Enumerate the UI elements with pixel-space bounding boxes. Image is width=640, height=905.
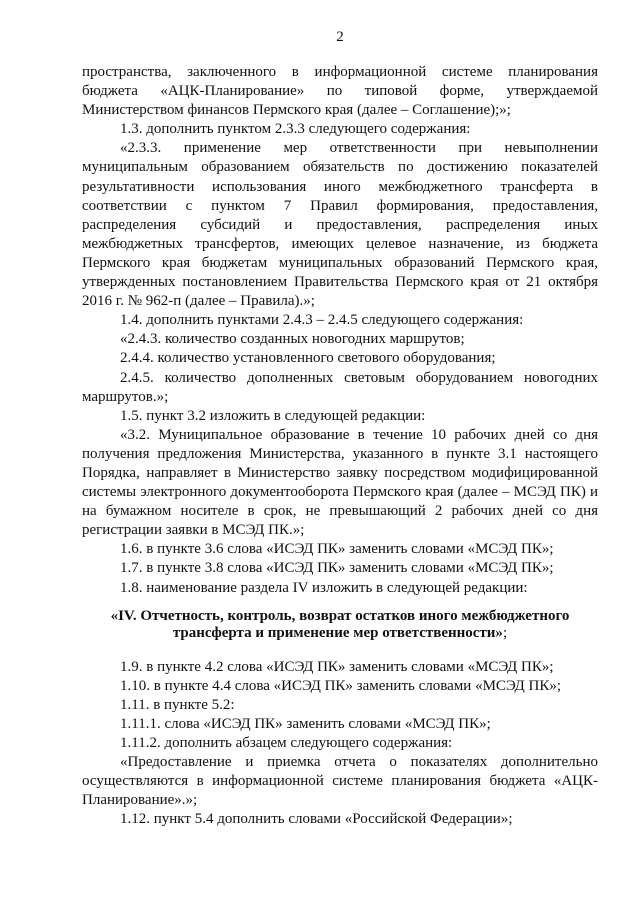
paragraph-clause-2-4-5: 2.4.5. количество дополненных световым оборудованием новогодних маршрутов.»; (82, 369, 598, 405)
paragraph-clause-2-4-4: 2.4.4. количество установленного светового оборудования; (120, 350, 496, 367)
paragraph-item-1-9: 1.9. в пункте 4.2 слова «ИСЭД ПК» заменить словами «МСЭД ПК»; (120, 658, 554, 675)
section-heading-tail: ; (502, 624, 508, 641)
paragraph-continuation: пространства, заключенного в информационной системе планирования бюджета «АЦК-Планирование» по типовой форме, утверждаемой Министерством финансов Пермского края (далее – Соглашение);»; (82, 64, 598, 119)
paragraph-item-1-11-1: 1.11.1. слова «ИСЭД ПК» заменить словами «МСЭД ПК»; (120, 715, 491, 732)
paragraph-report-quote: «Предоставление и приемка отчета о показателях дополнительно осуществляются в информационной системе планирования бюджета «АЦК-Планирование».»; (82, 754, 598, 809)
paragraph-item-1-3: 1.3. дополнить пунктом 2.3.3 следующего содержания: (120, 121, 471, 138)
paragraph-clause-2-4-3: «2.4.3. количество созданных новогодних маршрутов; (120, 331, 465, 348)
paragraph-item-1-6: 1.6. в пункте 3.6 слова «ИСЭД ПК» заменить словами «МСЭД ПК»; (120, 541, 554, 558)
section-heading-bold: «IV. Отчетность, контроль, возврат остатков иного межбюджетного трансферта и применение мер ответственности» (110, 607, 570, 641)
page-number: 2 (336, 29, 344, 45)
paragraph-item-1-7: 1.7. в пункте 3.8 слова «ИСЭД ПК» заменить словами «МСЭД ПК»; (120, 560, 554, 577)
paragraph-item-1-4: 1.4. дополнить пунктами 2.4.3 – 2.4.5 следующего содержания: (120, 312, 524, 329)
paragraph-item-1-5: 1.5. пункт 3.2 изложить в следующей редакции: (120, 407, 426, 424)
document-page (82, 28, 598, 829)
paragraph-item-1-11: 1.11. в пункте 5.2: (120, 696, 235, 713)
paragraph-clause-2-3-3: «2.3.3. применение мер ответственности при невыполнении муниципальным образованием обязательств по достижению показателей результативности использования иного межбюджетного трансферта в соответствии с пунктом 7 Правил формирования, предоставления, распределения субсидий и предоставления, распределения иных межбюджетных трансфертов, имеющих целевое назначение, из бюджета Пермского края бюджетам муниципальных образований Пермского края, утвержденных постановлением Правительства Пермского края от 21 октября 2016 г. № 962-п (далее – Правила).»; (82, 140, 598, 310)
paragraph-clause-3-2: «3.2. Муниципальное образование в течение 10 рабочих дней со дня получения предложения Министерства, указанного в пункте 3.1 настоящего Порядка, направляет в Министерство заявку посредством модифицированной системы электронного документооборота Пермского края (далее – МСЭД ПК) и на бумажном носителе в срок, не превышающий 2 рабочих дней со дня регистрации заявки в МСЭД ПК.»; (82, 426, 598, 539)
paragraph-item-1-10: 1.10. в пункте 4.4 слова «ИСЭД ПК» заменить словами «МСЭД ПК»; (120, 677, 562, 694)
paragraph-item-1-8: 1.8. наименование раздела IV изложить в следующей редакции: (120, 579, 528, 596)
paragraph-item-1-12: 1.12. пункт 5.4 дополнить словами «Российской Федерации»; (120, 811, 513, 828)
section-heading (82, 608, 598, 642)
paragraph-item-1-11-2: 1.11.2. дополнить абзацем следующего содержания: (120, 735, 453, 751)
